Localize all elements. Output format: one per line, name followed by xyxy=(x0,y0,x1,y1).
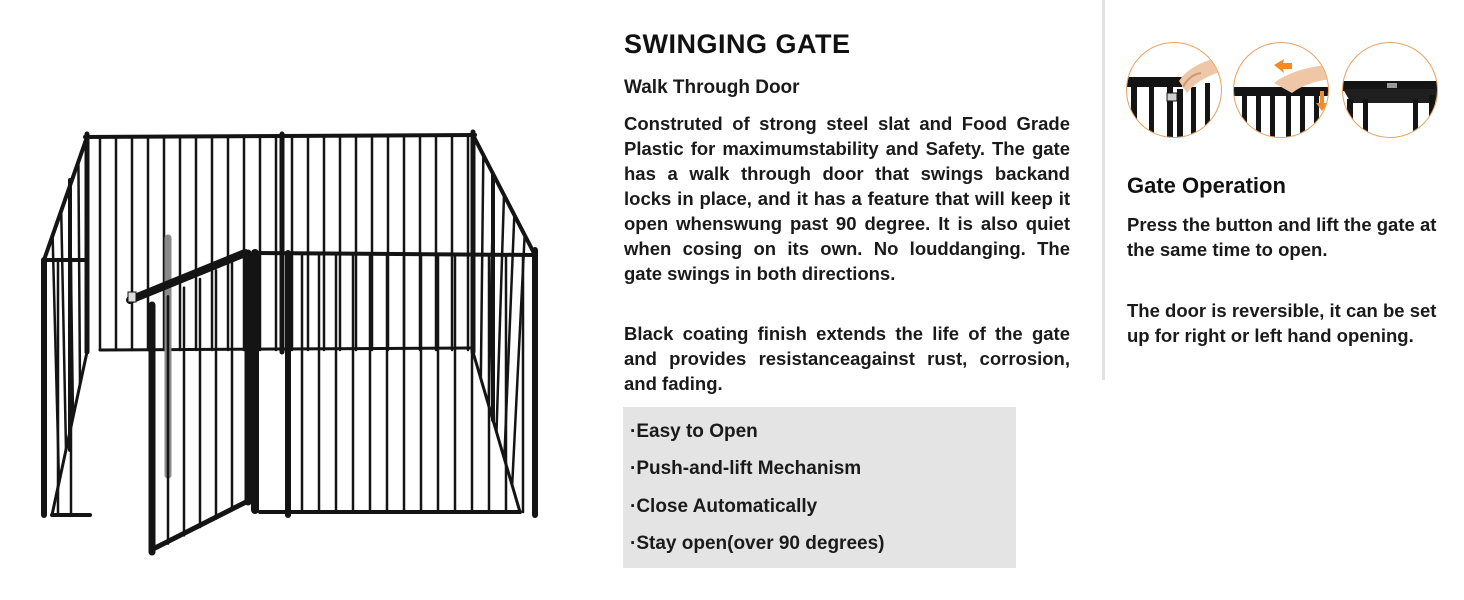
features-list xyxy=(623,407,1016,568)
feature-item: ·Easy to Open xyxy=(630,421,758,442)
page-subtitle: Walk Through Door xyxy=(624,77,800,98)
operation-step: The door is reversible, it can be set up for right or left hand opening. xyxy=(1127,300,1437,346)
description-paragraph: Black coating finish extends the life of the gate and provides resistanceagainst rust, corrosion, and fading. xyxy=(624,323,1070,394)
operation-title: Gate Operation xyxy=(1127,173,1286,198)
feature-item: ·Close Automatically xyxy=(630,496,818,517)
page-title: SWINGING GATE xyxy=(624,29,851,59)
description-paragraph: Construted of strong steel slat and Food Grade Plastic for maximumstability and Safety. The gate has a walk through door that swings backand locks in place, and it has a feature that will keep it open whenswung past 90 degree. It is also quiet when cosing on its own. No louddanging. The gate swings in both directions. xyxy=(624,113,1070,284)
feature-item: ·Push-and-lift Mechanism xyxy=(630,458,862,479)
playpen-image xyxy=(30,120,560,570)
gate-closed-hand-icon xyxy=(1126,42,1222,138)
playpen-illustration xyxy=(30,120,560,570)
feature-item: ·Stay open(over 90 degrees) xyxy=(630,533,885,554)
gate-open-icon xyxy=(1342,42,1438,138)
gate-lift-arrows-icon xyxy=(1233,42,1329,138)
section-divider xyxy=(1102,0,1105,380)
operation-step: Press the button and lift the gate at the same time to open. xyxy=(1127,214,1437,260)
